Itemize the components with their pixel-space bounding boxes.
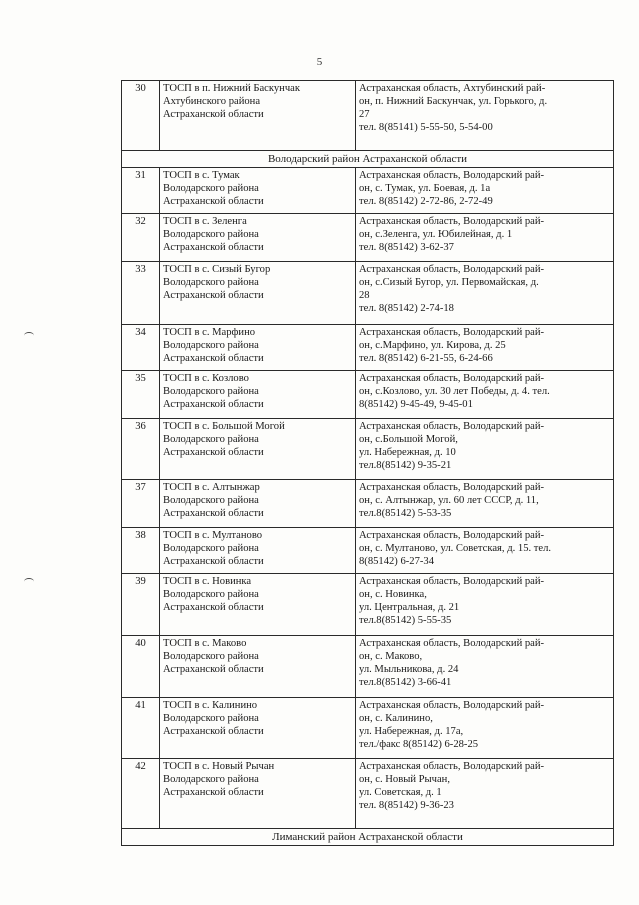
table-row bbox=[122, 371, 614, 419]
table-row bbox=[122, 81, 614, 151]
table-row bbox=[122, 214, 614, 262]
table-row bbox=[122, 419, 614, 480]
row-number: 38 bbox=[122, 528, 160, 574]
registry-table-body bbox=[122, 81, 614, 846]
row-number: 33 bbox=[122, 262, 160, 325]
row-number: 41 bbox=[122, 698, 160, 759]
office-address: Астраханская область, Володарский рай- он, с.Большой Могой, ул. Набережная, д. 10 тел.8(85142) 9-35-21 bbox=[356, 419, 614, 480]
office-name: ТОСП в с. Сизый Бугор Володарского района Астраханской области bbox=[160, 262, 356, 325]
table-row bbox=[122, 698, 614, 759]
hole-punch-mark bbox=[24, 578, 34, 585]
district-header-row bbox=[122, 151, 614, 168]
registry-table bbox=[121, 80, 614, 846]
office-address: Астраханская область, Володарский рай- он, с. Калинино, ул. Набережная, д. 17а, тел./факс 8(85142) 6-28-25 bbox=[356, 698, 614, 759]
row-number: 36 bbox=[122, 419, 160, 480]
row-number: 31 bbox=[122, 168, 160, 214]
office-name: ТОСП в с. Новинка Володарского района Астраханской области bbox=[160, 574, 356, 636]
office-address: Астраханская область, Володарский рай- он, с.Зеленга, ул. Юбилейная, д. 1 тел. 8(85142) 3-62-37 bbox=[356, 214, 614, 262]
table-row bbox=[122, 262, 614, 325]
office-name: ТОСП в с. Тумак Володарского района Астраханской области bbox=[160, 168, 356, 214]
office-name: ТОСП в с. Новый Рычан Володарского района Астраханской области bbox=[160, 759, 356, 829]
office-name: ТОСП в с. Большой Могой Володарского района Астраханской области bbox=[160, 419, 356, 480]
office-address: Астраханская область, Володарский рай- он, с. Новинка, ул. Центральная, д. 21 тел.8(85142) 5-55-35 bbox=[356, 574, 614, 636]
row-number: 34 bbox=[122, 325, 160, 371]
table-row bbox=[122, 574, 614, 636]
office-name: ТОСП в с. Зеленга Володарского района Астраханской области bbox=[160, 214, 356, 262]
district-title: Лиманский район Астраханской области bbox=[122, 829, 614, 846]
office-name: ТОСП в с. Маково Володарского района Астраханской области bbox=[160, 636, 356, 698]
office-name: ТОСП в с. Козлово Володарского района Астраханской области bbox=[160, 371, 356, 419]
office-name: ТОСП в с. Калинино Володарского района Астраханской области bbox=[160, 698, 356, 759]
table-row bbox=[122, 325, 614, 371]
row-number: 35 bbox=[122, 371, 160, 419]
office-address: Астраханская область, Володарский рай- он, с.Козлово, ул. 30 лет Победы, д. 4. тел. 8(85142) 9-45-49, 9-45-01 bbox=[356, 371, 614, 419]
hole-punch-mark bbox=[24, 332, 34, 339]
row-number: 37 bbox=[122, 480, 160, 528]
district-title: Володарский район Астраханской области bbox=[122, 151, 614, 168]
office-name: ТОСП в с. Алтынжар Володарского района Астраханской области bbox=[160, 480, 356, 528]
office-address: Астраханская область, Володарский рай- он, с. Тумак, ул. Боевая, д. 1а тел. 8(85142) 2-72-86, 2-72-49 bbox=[356, 168, 614, 214]
office-address: Астраханская область, Володарский рай- он, с. Маково, ул. Мыльникова, д. 24 тел.8(85142) 3-66-41 bbox=[356, 636, 614, 698]
table-row bbox=[122, 636, 614, 698]
row-number: 42 bbox=[122, 759, 160, 829]
office-address: Астраханская область, Володарский рай- он, с.Марфино, ул. Кирова, д. 25 тел. 8(85142) 6-21-55, 6-24-66 bbox=[356, 325, 614, 371]
office-name: ТОСП в с. Марфино Володарского района Астраханской области bbox=[160, 325, 356, 371]
row-number: 40 bbox=[122, 636, 160, 698]
office-name: ТОСП в с. Мултаново Володарского района Астраханской области bbox=[160, 528, 356, 574]
row-number: 39 bbox=[122, 574, 160, 636]
office-address: Астраханская область, Ахтубинский рай- он, п. Нижний Баскунчак, ул. Горького, д. 27 тел. 8(85141) 5-55-50, 5-54-00 bbox=[356, 81, 614, 151]
table-row bbox=[122, 480, 614, 528]
office-address: Астраханская область, Володарский рай- он, с. Алтынжар, ул. 60 лет СССР, д. 11, тел.8(85142) 5-53-35 bbox=[356, 480, 614, 528]
table-row bbox=[122, 759, 614, 829]
table-row bbox=[122, 168, 614, 214]
office-address: Астраханская область, Володарский рай- он, с.Сизый Бугор, ул. Первомайская, д. 28 тел. 8(85142) 2-74-18 bbox=[356, 262, 614, 325]
row-number: 32 bbox=[122, 214, 160, 262]
table-row bbox=[122, 528, 614, 574]
page-number: 5 bbox=[316, 56, 323, 68]
office-address: Астраханская область, Володарский рай- он, с. Мултаново, ул. Советская, д. 15. тел. 8(85142) 6-27-34 bbox=[356, 528, 614, 574]
district-header-row bbox=[122, 829, 614, 846]
office-name: ТОСП в п. Нижний Баскунчак Ахтубинского района Астраханской области bbox=[160, 81, 356, 151]
row-number: 30 bbox=[122, 81, 160, 151]
office-address: Астраханская область, Володарский рай- он, с. Новый Рычан, ул. Советская, д. 1 тел. 8(85142) 9-36-23 bbox=[356, 759, 614, 829]
